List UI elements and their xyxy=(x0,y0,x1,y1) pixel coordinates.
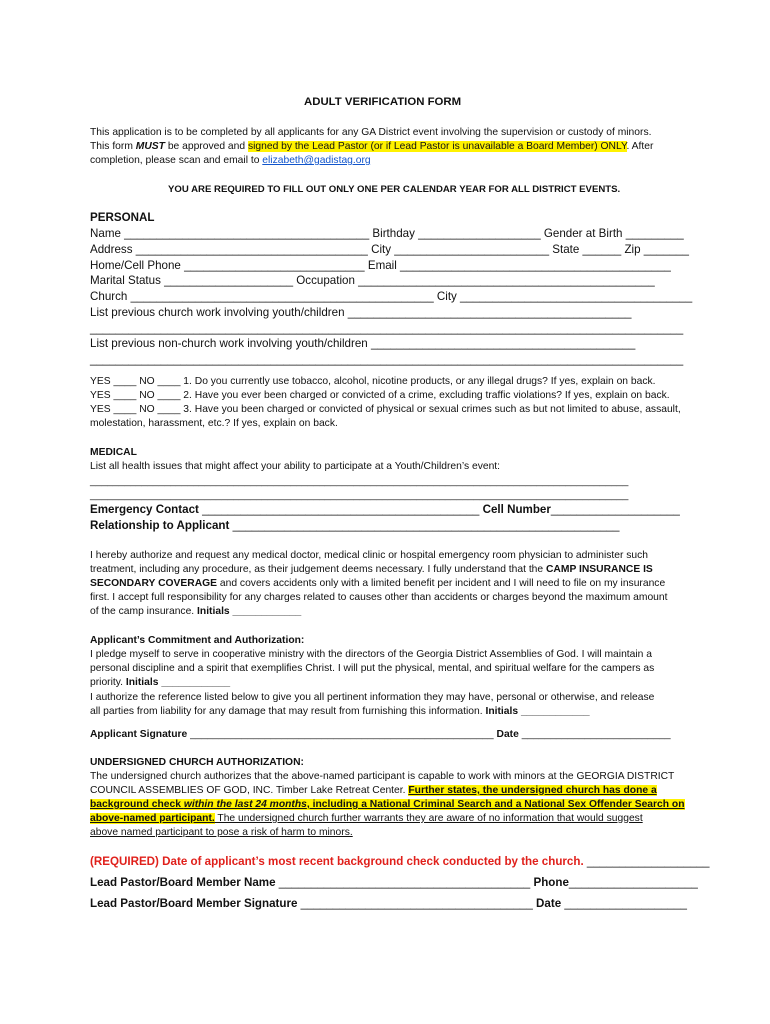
commitment-initials-field[interactable]: ____________ xyxy=(158,677,231,688)
pastor-signature-row xyxy=(90,897,687,911)
church-line-1: The undersigned church authorizes that the above-named participant is capable to work with minors at the GEORGIA DISTRICT xyxy=(90,771,675,782)
email-link[interactable]: elizabeth@gadistag.org xyxy=(262,155,371,166)
emergency-contact-field[interactable]: ___________________________________________ xyxy=(198,503,480,516)
authorization-text: of the camp insurance. xyxy=(90,606,198,617)
camp-insurance-emphasis: CAMP INSURANCE IS xyxy=(546,564,653,575)
cell-number-field[interactable]: ____________________ xyxy=(550,503,680,516)
intro-line-2 xyxy=(90,140,653,153)
authorization-text: treatment, including any procedure, as their judgement deems necessary. I fully understand that the xyxy=(90,564,546,575)
commitment-line-1: I pledge myself to serve in cooperative ministry with the directors of the Georgia District Assemblies of God. I will maintain a xyxy=(90,649,652,660)
background-check-highlight: Further states, the undersigned church has done a xyxy=(408,785,657,796)
pastor-signature-highlight: signed by the Lead Pastor (or if Lead Pastor is unavailable a Board Member) ONLY xyxy=(247,141,627,152)
pastor-signature-field[interactable]: ____________________________________ xyxy=(297,897,533,910)
required-background-check-label: (REQUIRED) Date of applicant’s most recent background check conducted by the church. xyxy=(90,855,584,868)
applicant-signature-row xyxy=(90,728,671,741)
intro-line-3 xyxy=(90,154,371,167)
above-named-participant-highlight: above-named participant. xyxy=(90,813,215,824)
secondary-coverage-emphasis: SECONDARY COVERAGE xyxy=(90,578,218,589)
pastor-phone-field[interactable]: ____________________ xyxy=(568,876,698,889)
phone-email-row[interactable]: Home/Cell Phone ____________________________ Email __________________________________________ xyxy=(90,259,671,272)
pastor-name-row xyxy=(90,876,698,890)
personal-heading: PERSONAL xyxy=(90,211,155,224)
commitment-line-2: personal discipline and a spirit that exemplifies Christ. I will put the physical, mental, and spiritual welfare for the campers as xyxy=(90,663,655,674)
pastor-date-label: Date xyxy=(532,897,562,910)
church-city-row[interactable]: Church _______________________________________________ City ____________________________________ xyxy=(90,290,693,303)
cell-number-label: Cell Number xyxy=(479,503,551,516)
church-work-row[interactable]: List previous church work involving youth/children ____________________________________________ xyxy=(90,306,632,319)
authorization-line-4: first. I accept full responsibility for any charges related to causes other than accidents or charges beyond the maximum amount xyxy=(90,592,668,603)
authorization-text: and covers accidents only with a limited benefit per incident and I will need to file on my insurance xyxy=(217,578,666,589)
question-2[interactable]: YES ____ NO ____ 2. Have you ever been charged or convicted of a crime, excluding traffic violations? If yes, explain on back. xyxy=(90,390,670,401)
pastor-phone-label: Phone xyxy=(530,876,569,889)
intro-text: This form xyxy=(90,141,136,152)
insurance-initials-field[interactable]: ____________ xyxy=(229,606,302,617)
intro-text: be approved and xyxy=(164,141,248,152)
address-city-state-zip-row[interactable]: Address ____________________________________ City ________________________ State ______ Zip _______ xyxy=(90,243,689,256)
church-text: COUNCIL ASSEMBLIES OF GOD, INC. Timber Lake Retreat Center. xyxy=(90,785,409,796)
background-check-date-row xyxy=(90,855,709,869)
church-authorization-heading: UNDERSIGNED CHURCH AUTHORIZATION: xyxy=(90,757,304,768)
church-line-4 xyxy=(90,812,643,825)
initials-label: Initials xyxy=(485,706,519,717)
relationship-label: Relationship to Applicant xyxy=(90,519,230,532)
background-check-highlight: background check xyxy=(90,799,184,810)
church-line-3 xyxy=(90,798,685,811)
church-line-5: above named participant to pose a risk of harm to minors. xyxy=(90,827,353,838)
authorization-line-1: I hereby authorize and request any medical doctor, medical clinic or hospital emergency room physician to administer such xyxy=(90,550,649,561)
commitment-line-3 xyxy=(90,676,230,689)
page-title: ADULT VERIFICATION FORM xyxy=(304,96,462,108)
authorization-line-2 xyxy=(90,563,653,576)
non-church-work-row[interactable]: List previous non-church work involving youth/children _________________________________________ xyxy=(90,337,636,350)
intro-line-1: This application is to be completed by all applicants for any GA District event involving the supervision or custody of minors. xyxy=(90,127,652,138)
commitment-line-4: I authorize the reference listed below to give you all pertinent information they may have, personal or otherwise, and release xyxy=(90,692,655,703)
applicant-signature-label: Applicant Signature xyxy=(90,729,188,740)
church-line-2 xyxy=(90,784,657,797)
authorization-line-5 xyxy=(90,605,301,618)
emergency-contact-row xyxy=(90,503,680,517)
question-3[interactable]: YES ____ NO ____ 3. Have you been charged or convicted of physical or sexual crimes such as but not limited to abuse, assault, xyxy=(90,404,681,415)
church-work-blank-row[interactable]: ____________________________________________________________________________________________ xyxy=(90,322,684,335)
question-1[interactable]: YES ____ NO ____ 1. Do you currently use tobacco, alcohol, nicotine products, or any illegal drugs? If yes, explain on back. xyxy=(90,376,656,387)
relationship-field[interactable]: ____________________________________________________________ xyxy=(229,519,620,532)
applicant-signature-field[interactable]: _____________________________________________________ xyxy=(187,729,494,740)
must-emphasis: MUST xyxy=(135,141,165,152)
medical-blank-2[interactable]: ______________________________________________________________________________________________ xyxy=(90,490,629,501)
medical-blank-1[interactable]: ______________________________________________________________________________________________ xyxy=(90,476,629,487)
commitment-text: all parties from liability for any damage that may result from furnishing this information. xyxy=(90,706,486,717)
commitment-text: priority. xyxy=(90,677,126,688)
medical-prompt: List all health issues that might affect your ability to participate at a Youth/Children’s event: xyxy=(90,461,501,472)
intro-text: completion, please scan and email to xyxy=(90,155,263,166)
non-church-work-blank-row[interactable]: ____________________________________________________________________________________________ xyxy=(90,353,684,366)
medical-heading: MEDICAL xyxy=(90,447,137,458)
pastor-date-field[interactable]: ___________________ xyxy=(561,897,687,910)
church-text: The undersigned church further warrants they are aware of no information that would suggest xyxy=(214,813,643,824)
pastor-name-label: Lead Pastor/Board Member Name xyxy=(90,876,276,889)
applicant-date-label: Date xyxy=(493,729,519,740)
relationship-row xyxy=(90,519,619,533)
name-birthday-gender-row[interactable]: Name ______________________________________ Birthday ___________________ Gender at Birth _________ xyxy=(90,227,684,240)
intro-text: . After xyxy=(626,141,654,152)
reference-initials-field[interactable]: ____________ xyxy=(518,706,590,717)
notice-text: YOU ARE REQUIRED TO FILL OUT ONLY ONE PER CALENDAR YEAR FOR ALL DISTRICT EVENTS. xyxy=(168,184,621,195)
marital-occupation-row[interactable]: Marital Status ____________________ Occupation ______________________________________________ xyxy=(90,274,655,287)
initials-label: Initials xyxy=(125,677,159,688)
national-search-highlight: , including a National Criminal Search and a National Sex Offender Search on xyxy=(306,799,685,810)
commitment-heading: Applicant’s Commitment and Authorization: xyxy=(90,635,305,646)
question-3-continued: molestation, harassment, etc.? If yes, explain on back. xyxy=(90,418,338,429)
initials-label: Initials xyxy=(197,606,230,617)
commitment-line-5 xyxy=(90,705,590,718)
applicant-date-field[interactable]: __________________________ xyxy=(518,729,671,740)
pastor-signature-label: Lead Pastor/Board Member Signature xyxy=(90,897,298,910)
authorization-line-3 xyxy=(90,577,665,590)
pastor-name-field[interactable]: _______________________________________ xyxy=(275,876,531,889)
background-check-date-field[interactable]: ___________________ xyxy=(583,855,710,868)
within-24-months-emphasis: within the last 24 months xyxy=(183,799,307,810)
emergency-contact-label: Emergency Contact xyxy=(90,503,199,516)
